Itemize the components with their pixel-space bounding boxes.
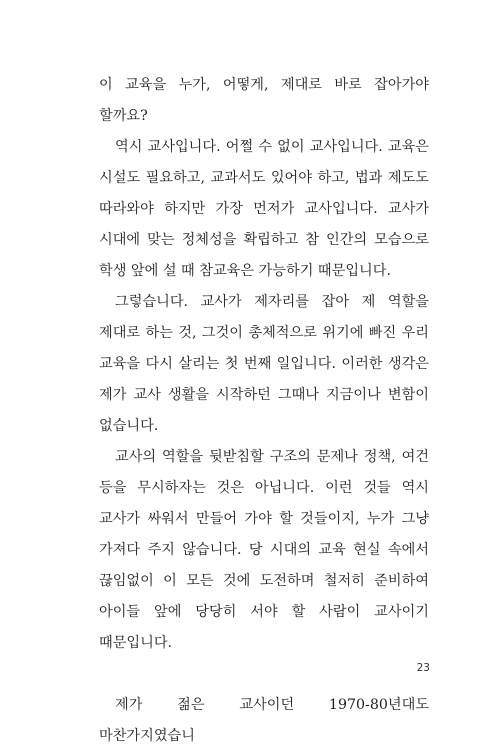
paragraph-question: 이 교육을 누가, 어떻게, 제대로 바로 잡아가야 할까요? — [99, 77, 429, 124]
paragraph-teacher-role: 그렇습니다. 교사가 제자리를 잡아 제 역할을 제대로 하는 것, 그것이 총체적으로 위기에 빠진 우리 교육을 다시 살리는 첫 번째 일입니다. 이러한 생각은 제가 교사 생활을 시작하던 그때나 지금이나 변함이 없습니다. — [99, 294, 429, 434]
paragraph-teacher-first: 역시 교사입니다. 어쩔 수 없이 교사입니다. 교육은 시설도 필요하고, 교과서도 있어야 하고, 법과 제도도 따라와야 하지만 가장 먼저가 교사입니다. 교사가 시대에 맞는 정체성을 확립하고 참 인간의 모습으로 학생 앞에 설 때 참교육은 가능하기 때문입니다. — [99, 139, 429, 279]
page-number: 23 — [416, 662, 430, 674]
paragraph-1970s: 제가 젊은 교사이던 1970-80년대도 마찬가지였습니 — [99, 697, 429, 744]
body-text — [99, 70, 429, 752]
paragraph-structure: 교사의 역할을 뒷받침할 구조의 문제나 정책, 여건 등을 무시하자는 것은 아닙니다. 이런 것들 역시 교사가 싸워서 만들어 가야 할 것들이지, 누가 그냥 가져다 주지 않습니다. 당 시대의 교육 현실 속에서 끊임없이 이 모든 것에 도전하며 철저히 준비하여 아이들 앞에 당당히 서야 할 사람이 교사이기 때문입니다. — [99, 449, 429, 651]
